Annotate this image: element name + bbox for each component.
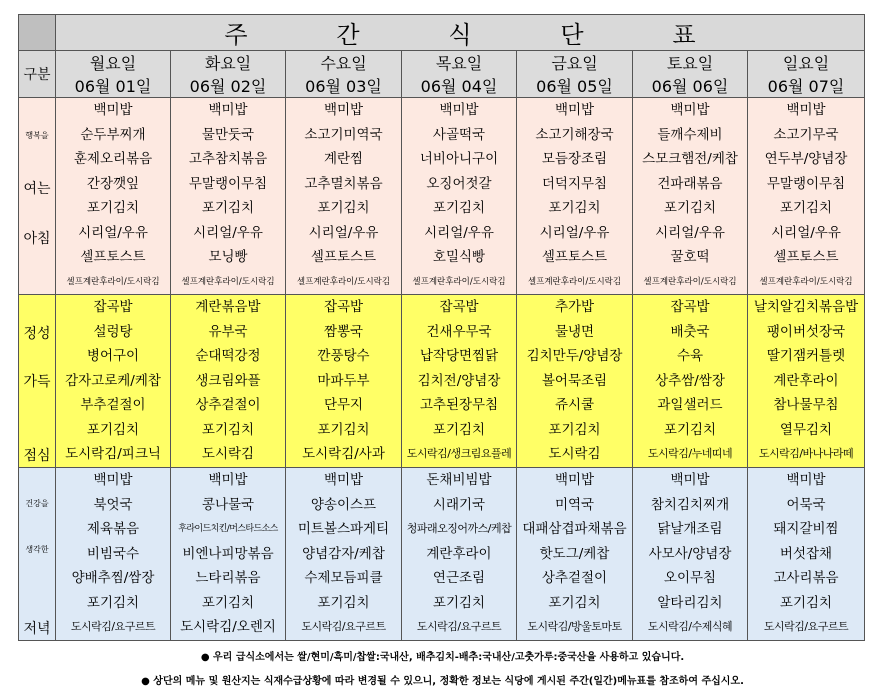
- breakfast-side-label: [19, 98, 56, 295]
- day-name: 토요일: [633, 51, 748, 75]
- menu-item: 도시락김/요구르트: [416, 620, 502, 634]
- menu-item: 돼지갈비찜: [773, 521, 839, 538]
- menu-item: 백미밥: [208, 102, 248, 118]
- menu-item: 셀프계란후라이/도시락김: [296, 276, 391, 287]
- menu-item: 물냉면: [554, 323, 595, 340]
- day-date: 06월 01일: [56, 74, 171, 98]
- menu-item: 셀프계란후라이/도시락김: [643, 276, 737, 287]
- menu-item: 고사리볶음: [773, 570, 839, 587]
- menu-item: 스모크햄전/케찹: [642, 151, 738, 167]
- menu-item: 도시락김/방울토마토: [527, 620, 622, 634]
- dinner-menu-cell: [171, 468, 286, 641]
- menu-item: 잡곡밥: [323, 299, 364, 316]
- menu-item: 팽이버섯장국: [766, 323, 846, 340]
- day-name: 화요일: [171, 51, 286, 75]
- menu-item: 포기김치: [432, 421, 486, 438]
- menu-item: 포기김치: [779, 594, 833, 611]
- menu-item: 도시락김/요구르트: [301, 620, 386, 634]
- menu-item: 백미밥: [554, 472, 595, 489]
- menu-item: 셀프토스트: [80, 249, 146, 265]
- menu-item: 건새우무국: [426, 323, 492, 340]
- side-label: 아침: [23, 231, 51, 247]
- menu-item: 포기김치: [432, 200, 486, 216]
- origin-note: ● 우리 급식소에서는 쌀/현미/흑미/찹쌀:국내산, 배추김치-배추:국내산/고춧가루:중국산을 사용하고 있습니다.: [200, 652, 685, 663]
- menu-item: 계란찜: [323, 151, 364, 167]
- breakfast-menu-cell: [517, 98, 633, 295]
- lunch-menu-cell: [748, 295, 865, 468]
- menu-item: 훈제오리볶음: [73, 151, 153, 167]
- lunch-menu-cell: [402, 295, 517, 468]
- menu-item: 소고기해장국: [535, 126, 614, 143]
- menu-item: 백미밥: [208, 472, 248, 489]
- dinner-menu-cell: [56, 468, 171, 641]
- menu-item: 백미밥: [786, 472, 826, 489]
- menu-item: 양념감자/케찹: [302, 545, 385, 562]
- lunch-side-label: [19, 295, 56, 468]
- lunch-menu-cell: [56, 295, 171, 468]
- menu-item: 들깨수제비: [657, 126, 723, 143]
- side-label: 건강을: [25, 499, 49, 508]
- menu-item: 시리얼/우유: [655, 224, 725, 241]
- menu-item: 꿀호떡: [670, 249, 710, 265]
- weekly-menu-table: [18, 14, 865, 641]
- menu-item: 수제모듬피클: [304, 570, 383, 587]
- day-name: 목요일: [402, 51, 517, 75]
- menu-item: 백미밥: [786, 102, 826, 118]
- menu-item: 도시락김/피크닉: [65, 446, 161, 463]
- menu-item: 느타리볶음: [195, 570, 261, 587]
- menu-item: 생크림와플: [195, 372, 261, 389]
- lunch-menu-cell: [633, 295, 748, 468]
- menu-item: 도시락김/바나나라떼: [758, 447, 854, 461]
- menu-item: 백미밥: [323, 102, 364, 118]
- menu-item: 백미밥: [670, 472, 710, 489]
- menu-item: 양배추찜/쌈장: [71, 570, 155, 587]
- menu-item: 간장깻잎: [86, 175, 140, 192]
- menu-item: 너비아니구이: [419, 151, 499, 167]
- menu-item: 도시락김/사과: [302, 446, 385, 463]
- breakfast-menu-cell: [402, 98, 517, 295]
- menu-item: 비엔나피망볶음: [182, 545, 274, 562]
- day-date: 06월 02일: [171, 74, 286, 98]
- menu-item: 부추겉절이: [80, 397, 146, 414]
- menu-item: 셀프토스트: [773, 249, 839, 265]
- menu-item: 오이무침: [663, 570, 717, 587]
- menu-item: 무말랭이무침: [188, 175, 268, 192]
- menu-item: 연두부/양념장: [764, 151, 848, 167]
- menu-item: 짬뽕국: [323, 323, 364, 340]
- menu-item: 추가밥: [554, 299, 595, 316]
- menu-item: 연근조림: [432, 570, 486, 587]
- menu-item: 포기김치: [548, 594, 601, 611]
- title-char: 단: [560, 21, 584, 49]
- day-date: 06월 04일: [402, 74, 517, 98]
- menu-item: 포기김치: [201, 421, 255, 438]
- menu-item: 백미밥: [323, 472, 364, 489]
- breakfast-menu-cell: [171, 98, 286, 295]
- day-date: 06월 07일: [748, 74, 865, 98]
- menu-item: 백미밥: [93, 102, 133, 118]
- menu-item: 청파래오징어까스/케찹: [406, 522, 512, 536]
- side-label: 점심: [23, 448, 51, 464]
- menu-item: 김치만두/양념장: [526, 348, 623, 365]
- side-label: 정성: [23, 326, 51, 342]
- change-note: ● 상단의 메뉴 및 원산지는 식재수급상황에 따라 변경될 수 있으니, 정확한 정보는 식당에 게시된 주간(일간)메뉴표를 참조하여 주십시오.: [141, 676, 744, 687]
- menu-item: 계란후라이: [773, 372, 839, 389]
- menu-item: 잡곡밥: [670, 299, 710, 316]
- menu-item: 유부국: [208, 323, 248, 340]
- lunch-menu-cell: [171, 295, 286, 468]
- title-char: 간: [336, 21, 360, 49]
- menu-item: 소고기미역국: [304, 126, 383, 143]
- menu-item: 포기김치: [201, 594, 255, 611]
- menu-item: 오징어젓갈: [426, 175, 492, 192]
- menu-item: 포기김치: [548, 421, 601, 438]
- menu-item: 시리얼/우유: [539, 224, 610, 241]
- menu-item: 납작당면찜닭: [419, 348, 499, 365]
- dinner-menu-cell: [517, 468, 633, 641]
- menu-item: 상추겉절이: [541, 570, 608, 587]
- menu-item: 돈채비빔밥: [426, 472, 492, 489]
- menu-item: 김치전/양념장: [417, 372, 501, 389]
- day-name: 금요일: [517, 51, 633, 75]
- menu-item: 시래기국: [432, 496, 486, 513]
- menu-item: 사골떡국: [432, 126, 486, 143]
- menu-item: 도시락김: [201, 446, 255, 463]
- menu-item: 알타리김치: [657, 594, 723, 611]
- menu-item: 과일샐러드: [657, 397, 723, 414]
- menu-item: 설렁탕: [93, 323, 133, 340]
- menu-item: 잡곡밥: [93, 299, 133, 316]
- menu-item: 백미밥: [554, 102, 595, 118]
- menu-item: 고추참치볶음: [188, 151, 268, 167]
- menu-item: 병어구이: [86, 348, 140, 365]
- menu-item: 대패삼겹파채볶음: [522, 521, 627, 538]
- breakfast-menu-cell: [748, 98, 865, 295]
- menu-item: 북엇국: [93, 496, 133, 513]
- menu-item: 참나물무침: [773, 397, 839, 414]
- menu-item: 포기김치: [548, 200, 601, 216]
- menu-item: 포기김치: [317, 421, 370, 438]
- title-char: 주: [224, 21, 248, 49]
- menu-item: 백미밥: [439, 102, 479, 118]
- title-char: 표: [672, 21, 696, 49]
- menu-item: 미트볼스파게티: [297, 521, 390, 538]
- menu-item: 도시락김: [548, 446, 601, 463]
- menu-item: 도시락김/누네띠네: [647, 447, 733, 461]
- breakfast-menu-cell: [633, 98, 748, 295]
- side-label: 생각한: [25, 545, 49, 554]
- menu-item: 딸기잼커틀렛: [766, 348, 846, 365]
- dinner-menu-cell: [633, 468, 748, 641]
- day-date: 06월 05일: [517, 74, 633, 98]
- menu-item: 순대떡강정: [195, 348, 261, 365]
- menu-item: 모듬장조림: [541, 151, 608, 167]
- lunch-menu-cell: [286, 295, 402, 468]
- menu-item: 계란후라이: [426, 545, 492, 562]
- gubun-label: 구분: [19, 51, 56, 98]
- menu-item: 더덕지무침: [541, 175, 608, 192]
- menu-item: 포기김치: [86, 200, 140, 216]
- menu-item: 호밀식빵: [432, 249, 486, 265]
- menu-item: 상추겉절이: [195, 397, 261, 414]
- menu-item: 물만둣국: [201, 126, 255, 143]
- menu-item: 감자고로케/케찹: [65, 372, 161, 389]
- menu-item: 시리얼/우유: [78, 224, 148, 241]
- menu-item: 도시락김/수제식혜: [647, 620, 733, 634]
- menu-item: 깐풍탕수: [317, 348, 370, 365]
- menu-item: 포기김치: [663, 200, 717, 216]
- menu-item: 포기김치: [86, 421, 140, 438]
- menu-item: 도시락김/요구르트: [70, 620, 156, 634]
- menu-item: 수육: [676, 348, 704, 365]
- menu-item: 셀프토스트: [541, 249, 608, 265]
- menu-item: 건파래볶음: [657, 175, 723, 192]
- menu-item: 고추된장무침: [419, 397, 499, 414]
- day-date: 06월 03일: [286, 74, 402, 98]
- page-title: [56, 15, 865, 51]
- menu-item: 모닝빵: [208, 249, 248, 265]
- menu-item: 포기김치: [86, 594, 140, 611]
- menu-item: 셀프계란후라이/도시락김: [527, 276, 622, 287]
- menu-item: 콩나물국: [201, 496, 255, 513]
- menu-item: 열무김치: [779, 421, 833, 438]
- menu-item: 배춧국: [670, 323, 710, 340]
- menu-item: 후라이드치킨/머스타드소스: [178, 524, 278, 535]
- menu-item: 셀프계란후라이/도시락김: [66, 276, 160, 287]
- title-corner: [19, 15, 56, 51]
- menu-item: 마파두부: [317, 372, 370, 389]
- menu-item: 백미밥: [93, 472, 133, 489]
- menu-item: 시리얼/우유: [193, 224, 263, 241]
- menu-item: 순두부찌개: [80, 126, 146, 143]
- dinner-menu-cell: [748, 468, 865, 641]
- menu-item: 셀프계란후라이/도시락김: [181, 276, 275, 287]
- menu-item: 소고기무국: [773, 126, 839, 143]
- menu-item: 포기김치: [317, 594, 370, 611]
- side-label: 행복을: [25, 131, 49, 140]
- menu-item: 쥬시쿨: [554, 397, 595, 414]
- menu-item: 비빔국수: [86, 545, 140, 562]
- menu-item: 셀프계란후라이/도시락김: [412, 276, 506, 287]
- breakfast-menu-cell: [286, 98, 402, 295]
- menu-item: 고추멸치볶음: [304, 175, 383, 192]
- menu-item: 무말랭이무침: [766, 175, 846, 192]
- menu-item: 잡곡밥: [439, 299, 479, 316]
- menu-item: 백미밥: [670, 102, 710, 118]
- menu-item: 버섯잡채: [779, 545, 833, 562]
- menu-item: 시리얼/우유: [771, 224, 841, 241]
- day-name: 일요일: [748, 51, 865, 75]
- menu-item: 도시락김/생크림요플레: [406, 447, 512, 461]
- day-name: 월요일: [56, 51, 171, 75]
- menu-item: 사모사/양념장: [648, 545, 732, 562]
- menu-item: 상추쌈/쌈장: [655, 372, 725, 389]
- menu-item: 핫도그/케찹: [539, 545, 610, 562]
- title-char: 식: [448, 21, 472, 49]
- menu-item: 시리얼/우유: [424, 224, 494, 241]
- menu-item: 도시락김/요구르트: [763, 620, 849, 634]
- dinner-side-label: [19, 468, 56, 641]
- side-label: 저녁: [23, 621, 51, 637]
- menu-item: 날치알김치볶음밥: [753, 299, 859, 316]
- lunch-menu-cell: [517, 295, 633, 468]
- dinner-menu-cell: [286, 468, 402, 641]
- menu-item: 셀프계란후라이/도시락김: [759, 276, 853, 287]
- menu-item: 제육볶음: [86, 521, 140, 538]
- menu-item: 볼어묵조림: [541, 372, 608, 389]
- menu-item: 포기김치: [317, 200, 370, 216]
- menu-item: 포기김치: [432, 594, 486, 611]
- menu-item: 닭날개조림: [657, 521, 723, 538]
- side-label: 여는: [23, 181, 51, 197]
- menu-item: 계란볶음밥: [195, 299, 261, 316]
- menu-item: 단무지: [323, 397, 364, 414]
- menu-item: 양송이스프: [310, 496, 377, 513]
- menu-item: 포기김치: [201, 200, 255, 216]
- menu-item: 어묵국: [786, 496, 826, 513]
- menu-item: 포기김치: [663, 421, 717, 438]
- menu-item: 포기김치: [779, 200, 833, 216]
- menu-item: 참치김치찌개: [650, 496, 730, 513]
- side-label: 가득: [23, 374, 51, 390]
- menu-item: 미역국: [554, 496, 595, 513]
- day-name: 수요일: [286, 51, 402, 75]
- menu-item: 도시락김/오렌지: [180, 619, 276, 636]
- breakfast-menu-cell: [56, 98, 171, 295]
- day-date: 06월 06일: [633, 74, 748, 98]
- menu-item: 시리얼/우유: [308, 224, 379, 241]
- dinner-menu-cell: [402, 468, 517, 641]
- menu-item: 셀프토스트: [310, 249, 377, 265]
